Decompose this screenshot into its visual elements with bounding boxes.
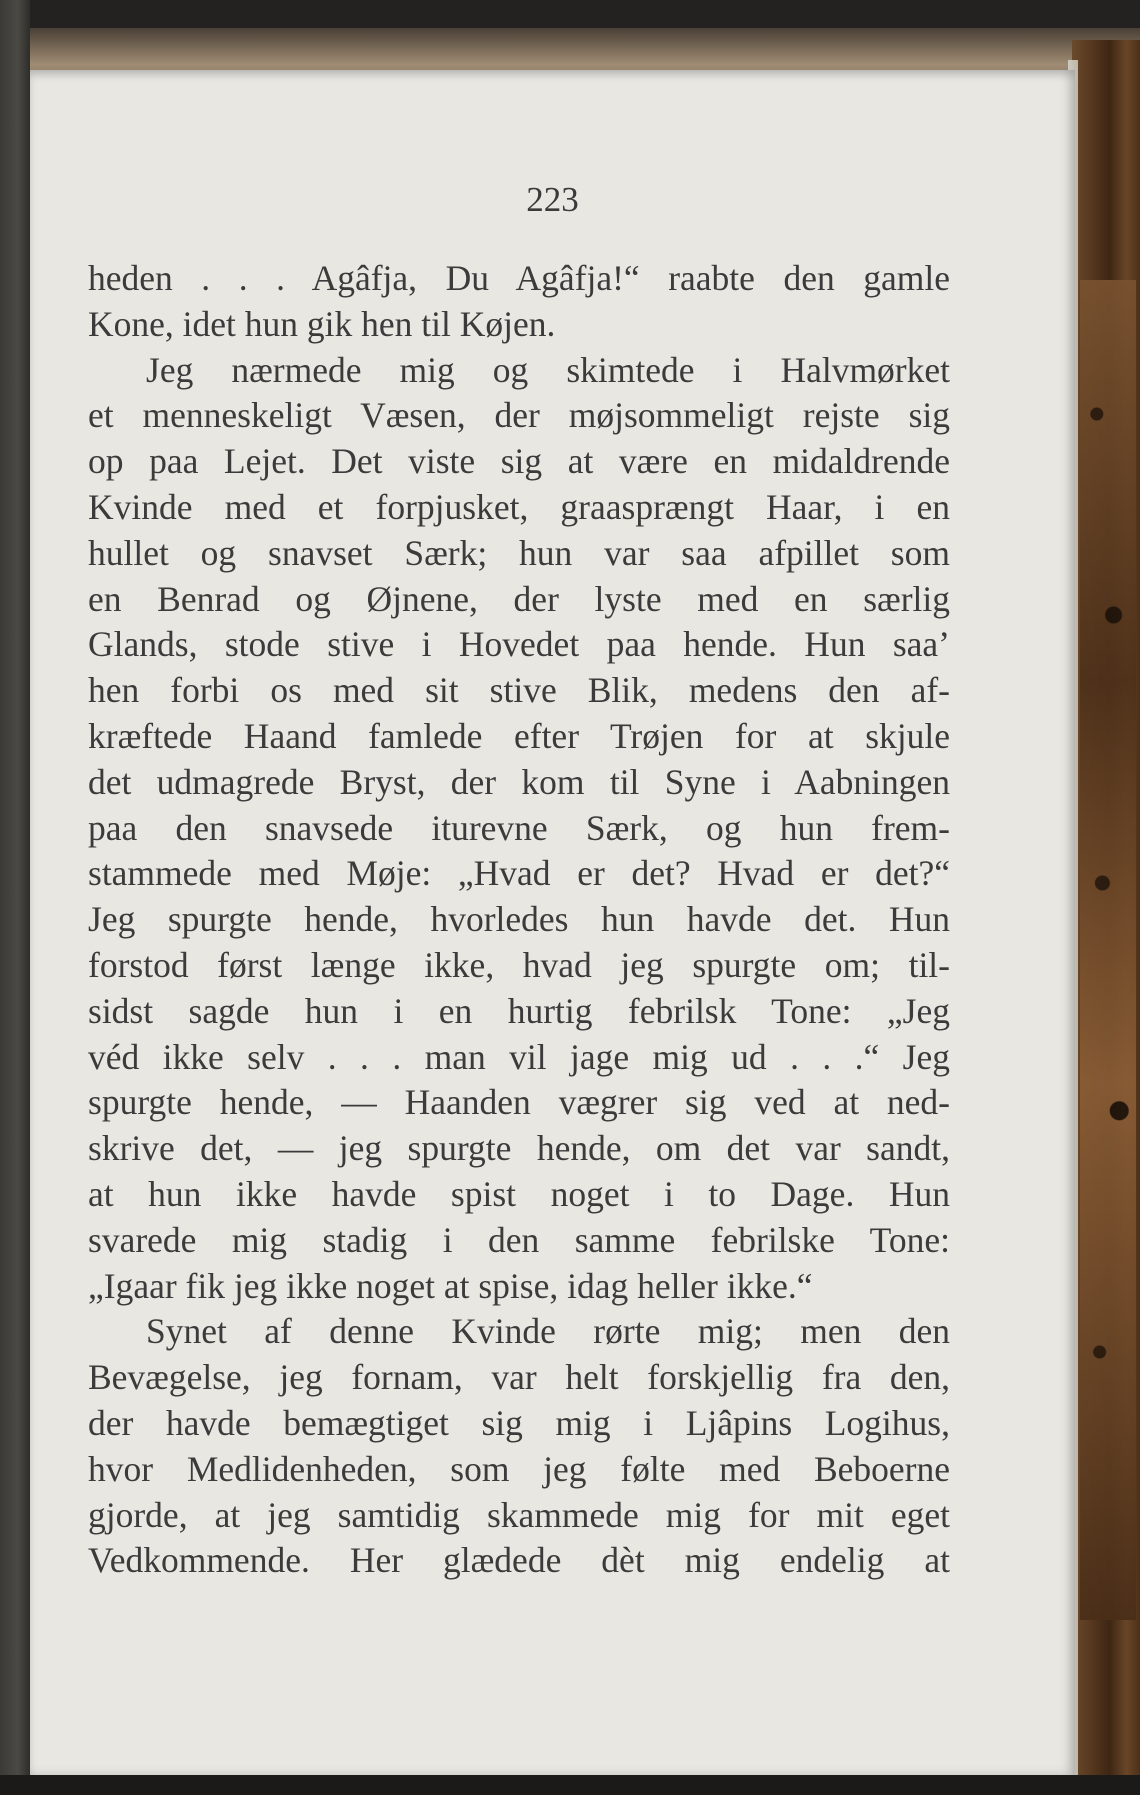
text-line: Vedkommende. Her glædede dèt mig endelig at	[88, 1540, 950, 1581]
text-line: der havde bemægtiget sig mig i Ljâpins Logihus,	[88, 1402, 950, 1443]
text-line: Glands, stode stive i Hovedet paa hende. Hun saa’	[88, 624, 950, 665]
text-line: gjorde, at jeg samtidig skammede mig for mit eget	[88, 1494, 950, 1535]
bottom-shadow	[0, 1775, 1140, 1795]
text-line: hvor Medlidenheden, som jeg følte med Beboerne	[88, 1448, 950, 1489]
text-line: et menneskeligt Væsen, der møjsommeligt rejste sig	[88, 395, 950, 436]
text-line: Synet af denne Kvinde rørte mig; men den	[146, 1311, 950, 1352]
marbled-edge	[1080, 280, 1136, 1620]
text-line: op paa Lejet. Det viste sig at være en midaldrende	[88, 441, 950, 482]
gutter-shadow	[0, 0, 30, 1795]
text-line: sidst sagde hun i en hurtig febrilsk Tone: „Jeg	[88, 990, 950, 1031]
text-line: Jeg spurgte hende, hvorledes hun havde det. Hun	[88, 899, 950, 940]
text-line: hullet og snavset Særk; hun var saa afpillet som	[88, 532, 950, 573]
text-line: Kone, idet hun gik hen til Køjen.	[88, 303, 556, 344]
book-page	[30, 70, 1075, 1775]
page-number: 223	[526, 180, 579, 219]
text-line: paa den snavsede iturevne Særk, og hun frem-	[88, 807, 950, 848]
text-line: en Benrad og Øjnene, der lyste med en særlig	[88, 578, 950, 619]
text-line: at hun ikke havde spist noget i to Dage. Hun	[88, 1173, 950, 1214]
book-cover-edge	[1072, 40, 1140, 1775]
text-line: stammede med Møje: „Hvad er det? Hvad er det?“	[88, 853, 950, 894]
text-line: kræftede Haand famlede efter Trøjen for at skjule	[88, 715, 950, 756]
text-line: Jeg nærmede mig og skimtede i Halvmørket	[146, 349, 950, 390]
text-line: heden . . . Agâfja, Du Agâfja!“ raabte den gamle	[88, 258, 950, 298]
body-text	[88, 256, 950, 1584]
text-line: „Igaar fik jeg ikke noget at spise, idag heller ikke.“	[88, 1265, 813, 1306]
text-line: Bevægelse, jeg fornam, var helt forskjellig fra den,	[88, 1357, 950, 1398]
text-line: véd ikke selv . . . man vil jage mig ud . . .“ Jeg	[88, 1036, 950, 1077]
text-line: svarede mig stadig i den samme febrilske Tone:	[88, 1219, 950, 1260]
text-line: skrive det, — jeg spurgte hende, om det var sandt,	[88, 1128, 950, 1169]
text-line: Kvinde med et forpjusket, graasprængt Haar, i en	[88, 486, 950, 527]
text-line: spurgte hende, — Haanden vægrer sig ved at ned-	[88, 1082, 950, 1123]
text-line: det udmagrede Bryst, der kom til Syne i Aabningen	[88, 761, 950, 802]
text-line: forstod først længe ikke, hvad jeg spurgte om; til-	[88, 944, 950, 985]
text-line: hen forbi os med sit stive Blik, medens den af-	[88, 670, 950, 711]
